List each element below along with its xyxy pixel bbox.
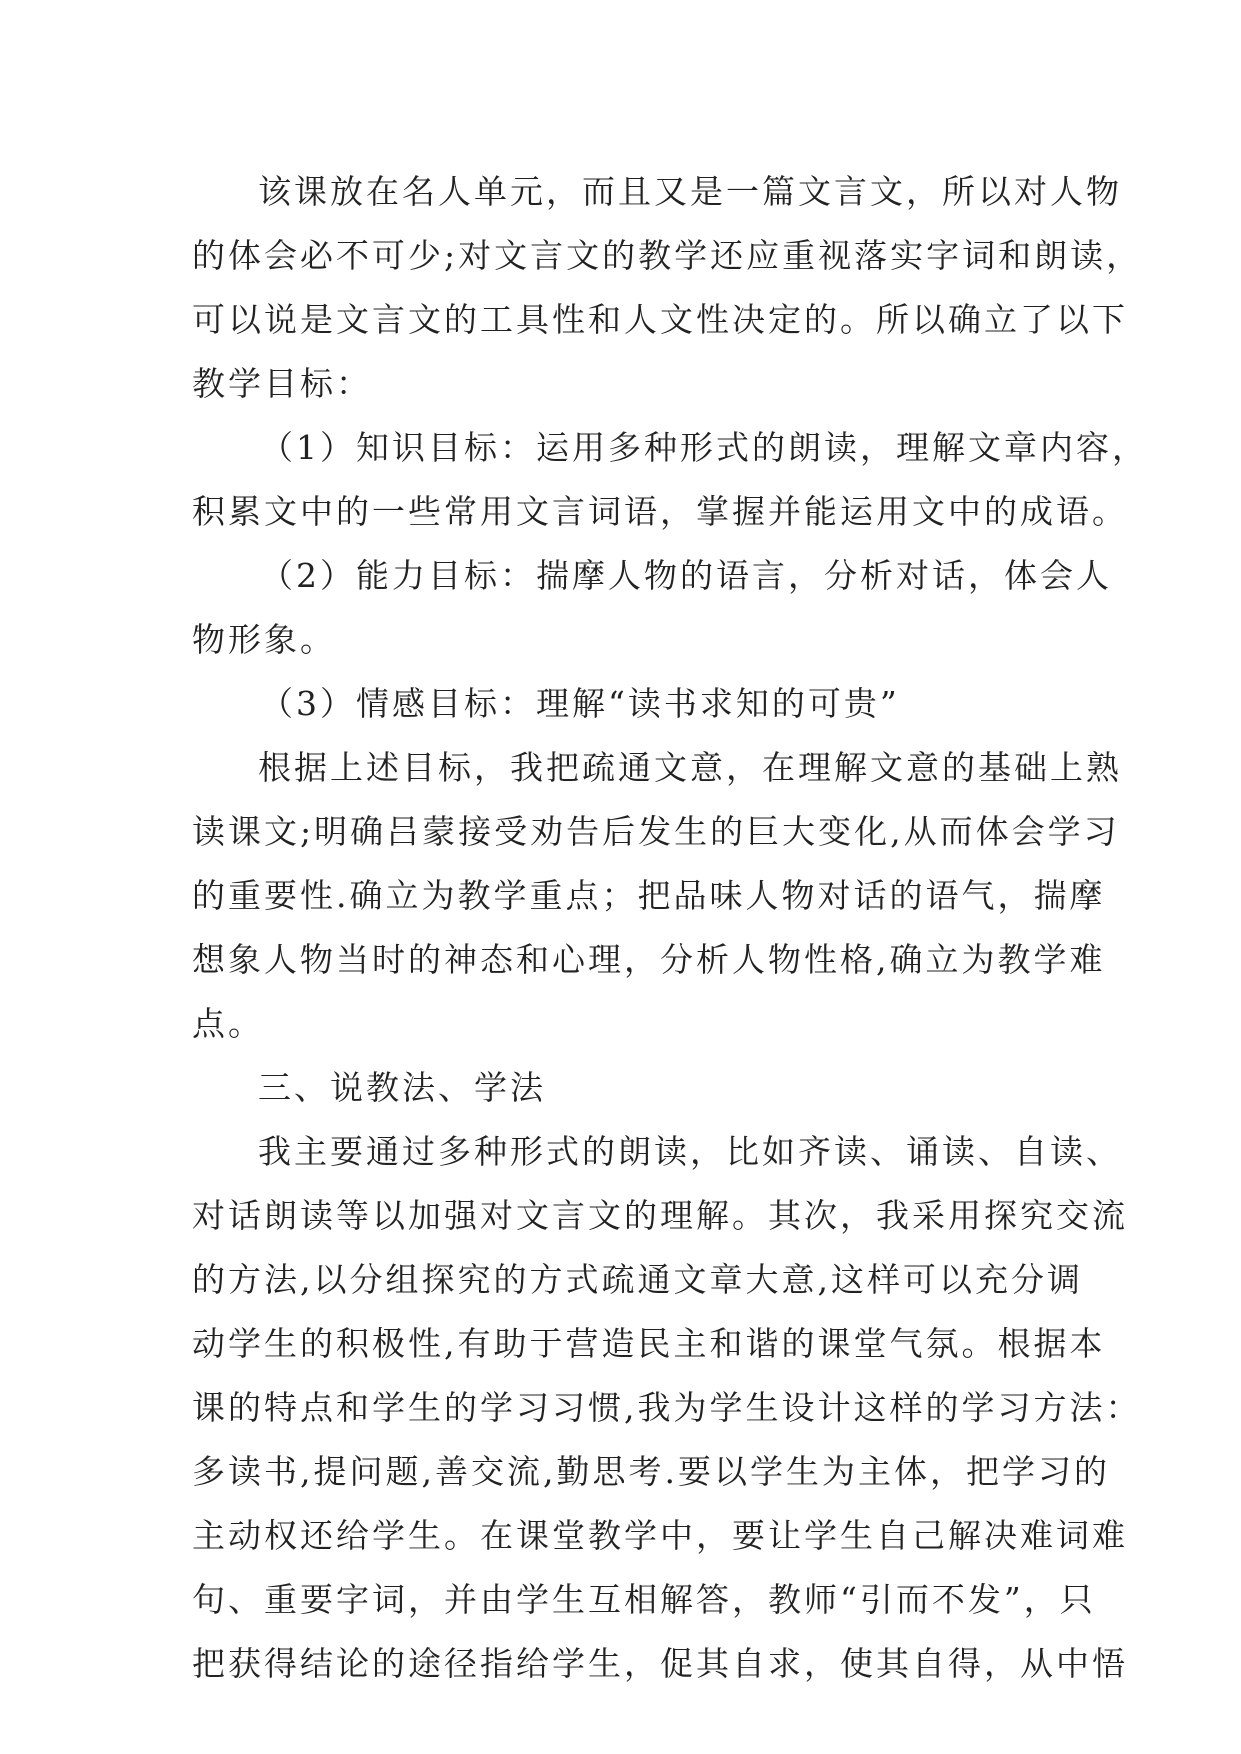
objective-ability-line: （2）能力目标：揣摩人物的语言，分析对话，体会人 <box>260 556 1112 595</box>
paragraph-line: 我主要通过多种形式的朗读，比如齐读、诵读、自读、 <box>258 1132 1122 1171</box>
paragraph-line: 主动权还给学生。在课堂教学中，要让学生自己解决难词难 <box>192 1516 1128 1555</box>
paragraph-line: 动学生的积极性,有助于营造民主和谐的课堂气氛。根据本 <box>192 1324 1106 1363</box>
paragraph-line: 句、重要字词，并由学生互相解答，教师“引而不发”，只 <box>192 1580 1096 1619</box>
paragraph-line: 点。 <box>192 1004 264 1043</box>
paragraph-line: 的重要性.确立为教学重点；把品味人物对话的语气，揣摩 <box>192 876 1106 915</box>
paragraph-line: 读课文;明确吕蒙接受劝告后发生的巨大变化,从而体会学习 <box>192 812 1120 851</box>
objective-emotion-line: （3）情感目标：理解“读书求知的可贵” <box>260 684 900 723</box>
objective-knowledge-line: （1）知识目标：运用多种形式的朗读，理解文章内容， <box>260 428 1148 467</box>
paragraph-line: 教学目标： <box>192 364 372 403</box>
paragraph-line: 积累文中的一些常用文言词语，掌握并能运用文中的成语。 <box>192 492 1128 531</box>
paragraph-line: 对话朗读等以加强对文言文的理解。其次，我采用探究交流 <box>192 1196 1128 1235</box>
paragraph-line: 多读书,提问题,善交流,勤思考.要以学生为主体，把学习的 <box>192 1452 1110 1491</box>
paragraph-line: 想象人物当时的神态和心理，分析人物性格,确立为教学难 <box>192 940 1106 979</box>
paragraph-line: 的方法,以分组探究的方式疏通文章大意,这样可以充分调 <box>192 1260 1083 1299</box>
paragraph-line: 把获得结论的途径指给学生，促其自求，使其自得，从中悟 <box>192 1644 1128 1683</box>
section-heading: 三、说教法、学法 <box>258 1068 546 1107</box>
paragraph-line: 的体会必不可少;对文言文的教学还应重视落实字词和朗读， <box>192 236 1143 275</box>
paragraph-line: 物形象。 <box>192 620 336 659</box>
paragraph-line: 可以说是文言文的工具性和人文性决定的。所以确立了以下 <box>192 300 1128 339</box>
document-body <box>192 160 1148 1696</box>
paragraph-line: 课的特点和学生的学习习惯,我为学生设计这样的学习方法： <box>192 1388 1142 1427</box>
paragraph-line: 该课放在名人单元，而且又是一篇文言文，所以对人物 <box>258 172 1122 211</box>
paragraph-line: 根据上述目标，我把疏通文意，在理解文意的基础上熟 <box>258 748 1122 787</box>
